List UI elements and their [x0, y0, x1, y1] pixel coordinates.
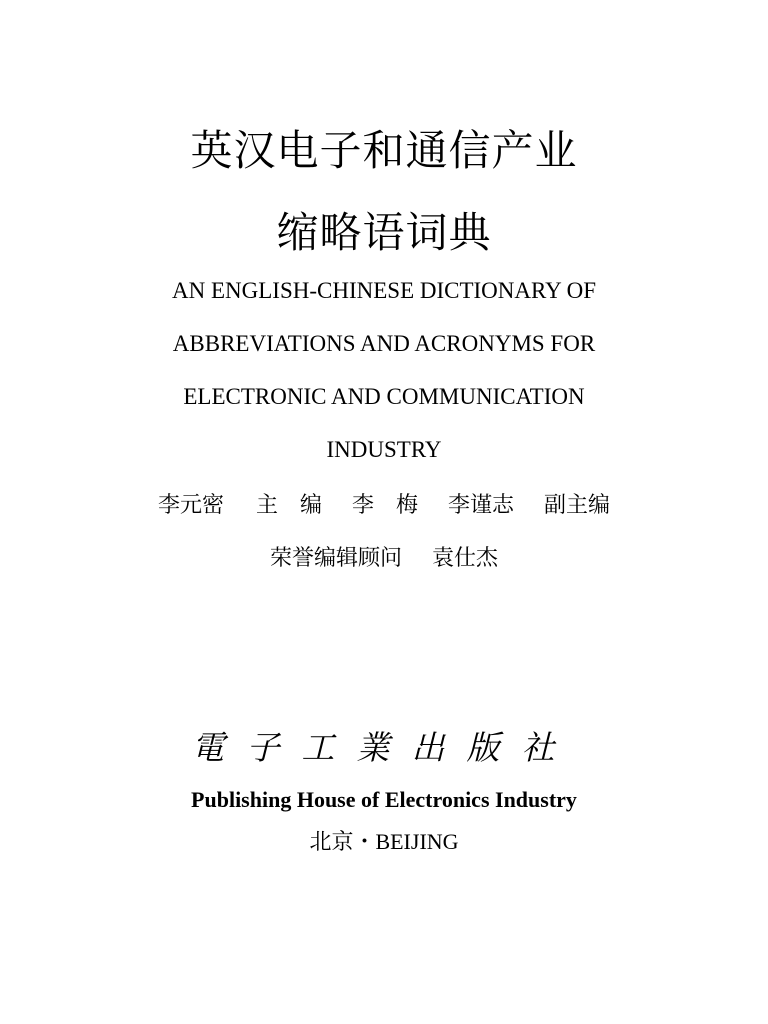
publisher-name-english: Publishing House of Electronics Industry — [191, 787, 577, 812]
editors-line — [0, 488, 768, 519]
honorary-advisor-name: 袁仕杰 — [432, 546, 499, 571]
title-english-line-2: ABBREVIATIONS AND ACRONYMS FOR — [172, 331, 596, 356]
chief-editor-role: 主 编 — [255, 493, 322, 518]
advisor-line — [0, 541, 768, 572]
deputy-editor-name-2: 李谨志 — [448, 493, 515, 518]
deputy-editor-role: 副主编 — [544, 493, 611, 518]
title-chinese-line-1: 英汉电子和通信产业 — [190, 126, 578, 175]
title-english-line-1: AN ENGLISH-CHINESE DICTIONARY OF — [172, 278, 596, 303]
honorary-advisor-role: 荣誉编辑顾问 — [269, 546, 402, 571]
title-chinese-line-2: 缩略语词典 — [276, 208, 492, 257]
publisher-logo: 電子工業出版社 — [191, 728, 577, 767]
title-english-line-3: ELECTRONIC AND COMMUNICATION — [183, 384, 585, 409]
deputy-editor-name-1: 李 梅 — [351, 493, 418, 518]
title-english-line-4: INDUSTRY — [326, 437, 442, 462]
chief-editor-name: 李元密 — [157, 493, 224, 518]
publisher-city: 北京・BEIJING — [309, 829, 459, 854]
